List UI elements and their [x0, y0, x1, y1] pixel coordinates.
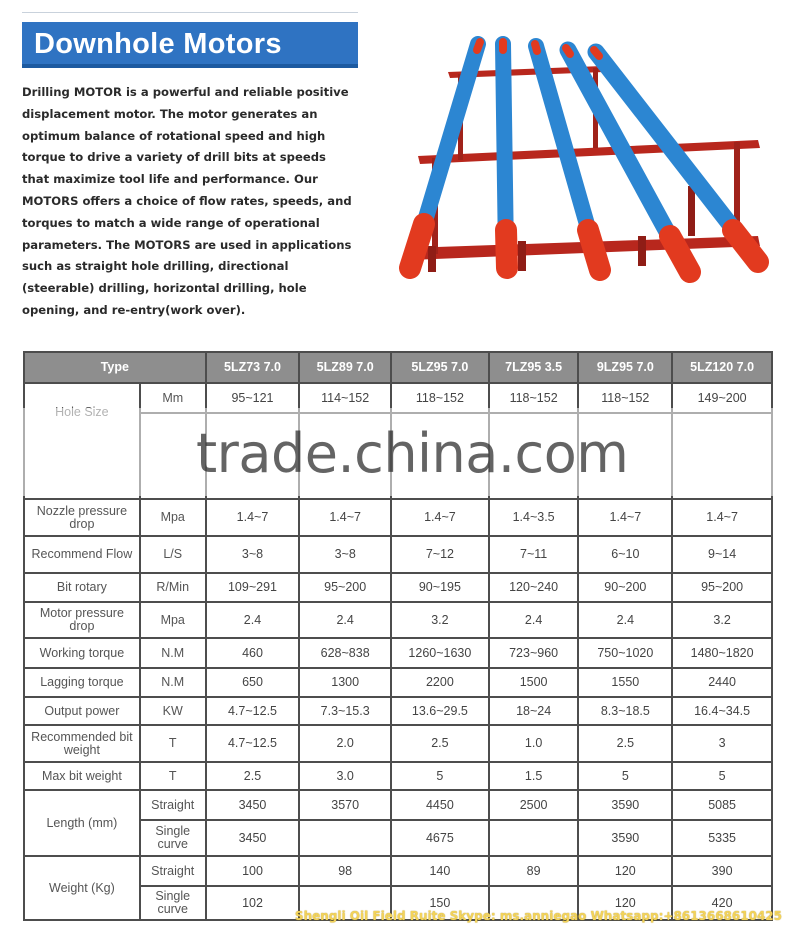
row-label: Recommended bit weight — [24, 725, 140, 762]
cell-value: 2500 — [489, 790, 579, 820]
cell-value: 3~8 — [206, 536, 300, 573]
cell-value: 118~152 — [578, 383, 672, 413]
header-row — [24, 352, 772, 383]
cell-value: 420 — [672, 886, 772, 920]
cell-value: 7.3~15.3 — [299, 697, 391, 725]
row-unit: KW — [140, 697, 206, 725]
row-unit: N.M — [140, 668, 206, 697]
table-row — [24, 725, 772, 762]
cell-value: 3450 — [206, 820, 300, 856]
table-row — [24, 638, 772, 668]
row-label: Length (mm) — [24, 790, 140, 856]
cell-value: 1550 — [578, 668, 672, 697]
cell-value: 4450 — [391, 790, 489, 820]
row-unit: Single curve — [140, 886, 206, 920]
row-unit: T — [140, 762, 206, 790]
cell-value: 2.4 — [206, 602, 300, 638]
cell-value: 1.5 — [489, 762, 579, 790]
cell-value: 4.7~12.5 — [206, 725, 300, 762]
cell-value: 2200 — [391, 668, 489, 697]
cell-value: 150 — [391, 886, 489, 920]
row-unit: Straight — [140, 790, 206, 820]
table-row — [24, 499, 772, 536]
cell-value: 1500 — [489, 668, 579, 697]
table-row — [24, 536, 772, 573]
cell-value: 16.4~34.5 — [672, 697, 772, 725]
cell-value: 149~200 — [672, 383, 772, 413]
cell-value: 1.4~7 — [578, 499, 672, 536]
product-description: Drilling MOTOR is a powerful and reliable positive displacement motor. The motor generates an optimum balance of rotational speed and high torque to drive a variety of drill bits at speeds that maximize tool life and performance. Our MOTORS offers a choice of flow rates, speeds, and torques to match a wide range of operational parameters. The MOTORS are used in applications such as straight hole drilling, directional (steerable) drilling, horizontal drilling, hole opening, and re-entry(work over). — [22, 85, 352, 317]
cell-value: 3~8 — [299, 536, 391, 573]
cell-value: 100 — [206, 856, 300, 886]
row-label: Lagging torque — [24, 668, 140, 697]
cell-value: 120 — [578, 886, 672, 920]
row-unit: Mm — [140, 383, 206, 413]
cell-value: 2.0 — [299, 725, 391, 762]
cell-value: 95~121 — [206, 383, 300, 413]
cell-value: 13.6~29.5 — [391, 697, 489, 725]
cell-value: 5 — [672, 762, 772, 790]
cell-value: 3570 — [299, 790, 391, 820]
cell-value: 18~24 — [489, 697, 579, 725]
row-unit: Mpa — [140, 602, 206, 638]
model-header: 5LZ73 7.0 — [206, 352, 300, 383]
cell-value: 5 — [391, 762, 489, 790]
cell-value: 95~200 — [672, 573, 772, 602]
row-unit: Straight — [140, 856, 206, 886]
cell-value: 628~838 — [299, 638, 391, 668]
row-unit: T — [140, 725, 206, 762]
cell-value: 118~152 — [489, 383, 579, 413]
page-title: Downhole Motors — [34, 28, 282, 60]
title-top-rule — [22, 12, 358, 13]
cell-value: 2.4 — [299, 602, 391, 638]
cell-value: 120~240 — [489, 573, 579, 602]
cell-value: 9~14 — [672, 536, 772, 573]
cell-value: 460 — [206, 638, 300, 668]
row-unit: R/Min — [140, 573, 206, 602]
row-unit: Single curve — [140, 820, 206, 856]
cell-value: 1.4~7 — [672, 499, 772, 536]
watermark: trade.china.com — [196, 422, 629, 485]
cell-value: 6~10 — [578, 536, 672, 573]
cell-value: 2.4 — [578, 602, 672, 638]
cell-value: 1.4~7 — [391, 499, 489, 536]
cell-value: 1260~1630 — [391, 638, 489, 668]
cell-value: 2.4 — [489, 602, 579, 638]
cell-value: 3450 — [206, 790, 300, 820]
cell-value: 5085 — [672, 790, 772, 820]
table-row — [24, 602, 772, 638]
table-row — [24, 668, 772, 697]
cell-value: 90~195 — [391, 573, 489, 602]
cell-value: 3.2 — [391, 602, 489, 638]
title-banner — [22, 22, 358, 68]
motor-product-image — [388, 36, 778, 286]
cell-value: 114~152 — [299, 383, 391, 413]
cell-value: 5335 — [672, 820, 772, 856]
cell-value: 102 — [206, 886, 300, 920]
row-label: Bit rotary — [24, 573, 140, 602]
row-label: Max bit weight — [24, 762, 140, 790]
cell-value: 2440 — [672, 668, 772, 697]
cell-value: 90~200 — [578, 573, 672, 602]
cell-value: 3 — [672, 725, 772, 762]
cell-value: 5 — [578, 762, 672, 790]
cell-value: 4.7~12.5 — [206, 697, 300, 725]
cell-value: 1.4~7 — [206, 499, 300, 536]
row-unit: Mpa — [140, 499, 206, 536]
row-label: Recommend Flow — [24, 536, 140, 573]
cell-value: 3.0 — [299, 762, 391, 790]
cell-value: 650 — [206, 668, 300, 697]
cell-value: 3.2 — [672, 602, 772, 638]
row-unit: L/S — [140, 536, 206, 573]
cell-value: 120 — [578, 856, 672, 886]
cell-value: 95~200 — [299, 573, 391, 602]
model-header: 9LZ95 7.0 — [578, 352, 672, 383]
table-row — [24, 856, 772, 886]
cell-value: 8.3~18.5 — [578, 697, 672, 725]
row-label: Motor pressure drop — [24, 602, 140, 638]
cell-value: 2.5 — [578, 725, 672, 762]
cell-value: 1300 — [299, 668, 391, 697]
cell-value: 3590 — [578, 820, 672, 856]
cell-value: 2.5 — [391, 725, 489, 762]
cell-value: 89 — [489, 856, 579, 886]
cell-value: 2.5 — [206, 762, 300, 790]
cell-value: 3590 — [578, 790, 672, 820]
cell-value: 1.4~3.5 — [489, 499, 579, 536]
contact-info: Shengli Oil Field Ruite Skype: ms.anniegao Whatsapp:+8613668610425 — [294, 909, 782, 923]
row-label: Nozzle pressure drop — [24, 499, 140, 536]
cell-value: 750~1020 — [578, 638, 672, 668]
cell-value: 7~12 — [391, 536, 489, 573]
cell-value: 7~11 — [489, 536, 579, 573]
cell-value: 1.4~7 — [299, 499, 391, 536]
cell-value: 118~152 — [391, 383, 489, 413]
model-header: 5LZ120 7.0 — [672, 352, 772, 383]
row-label: Weight (Kg) — [24, 856, 140, 920]
model-header: 7LZ95 3.5 — [489, 352, 579, 383]
cell-value: 4675 — [391, 820, 489, 856]
row-label: Working torque — [24, 638, 140, 668]
cell-value: 390 — [672, 856, 772, 886]
table-row — [24, 573, 772, 602]
cell-value: 1480~1820 — [672, 638, 772, 668]
cell-value: 1.0 — [489, 725, 579, 762]
cell-value: 109~291 — [206, 573, 300, 602]
row-label: Output power — [24, 697, 140, 725]
type-header: Type — [24, 352, 206, 383]
cell-value — [489, 820, 579, 856]
row-unit: N.M — [140, 638, 206, 668]
cell-value: 723~960 — [489, 638, 579, 668]
cell-value: 98 — [299, 856, 391, 886]
table-row — [24, 762, 772, 790]
cell-value — [299, 820, 391, 856]
model-header: 5LZ89 7.0 — [299, 352, 391, 383]
cell-value: 140 — [391, 856, 489, 886]
table-row — [24, 697, 772, 725]
model-header: 5LZ95 7.0 — [391, 352, 489, 383]
table-row — [24, 790, 772, 820]
